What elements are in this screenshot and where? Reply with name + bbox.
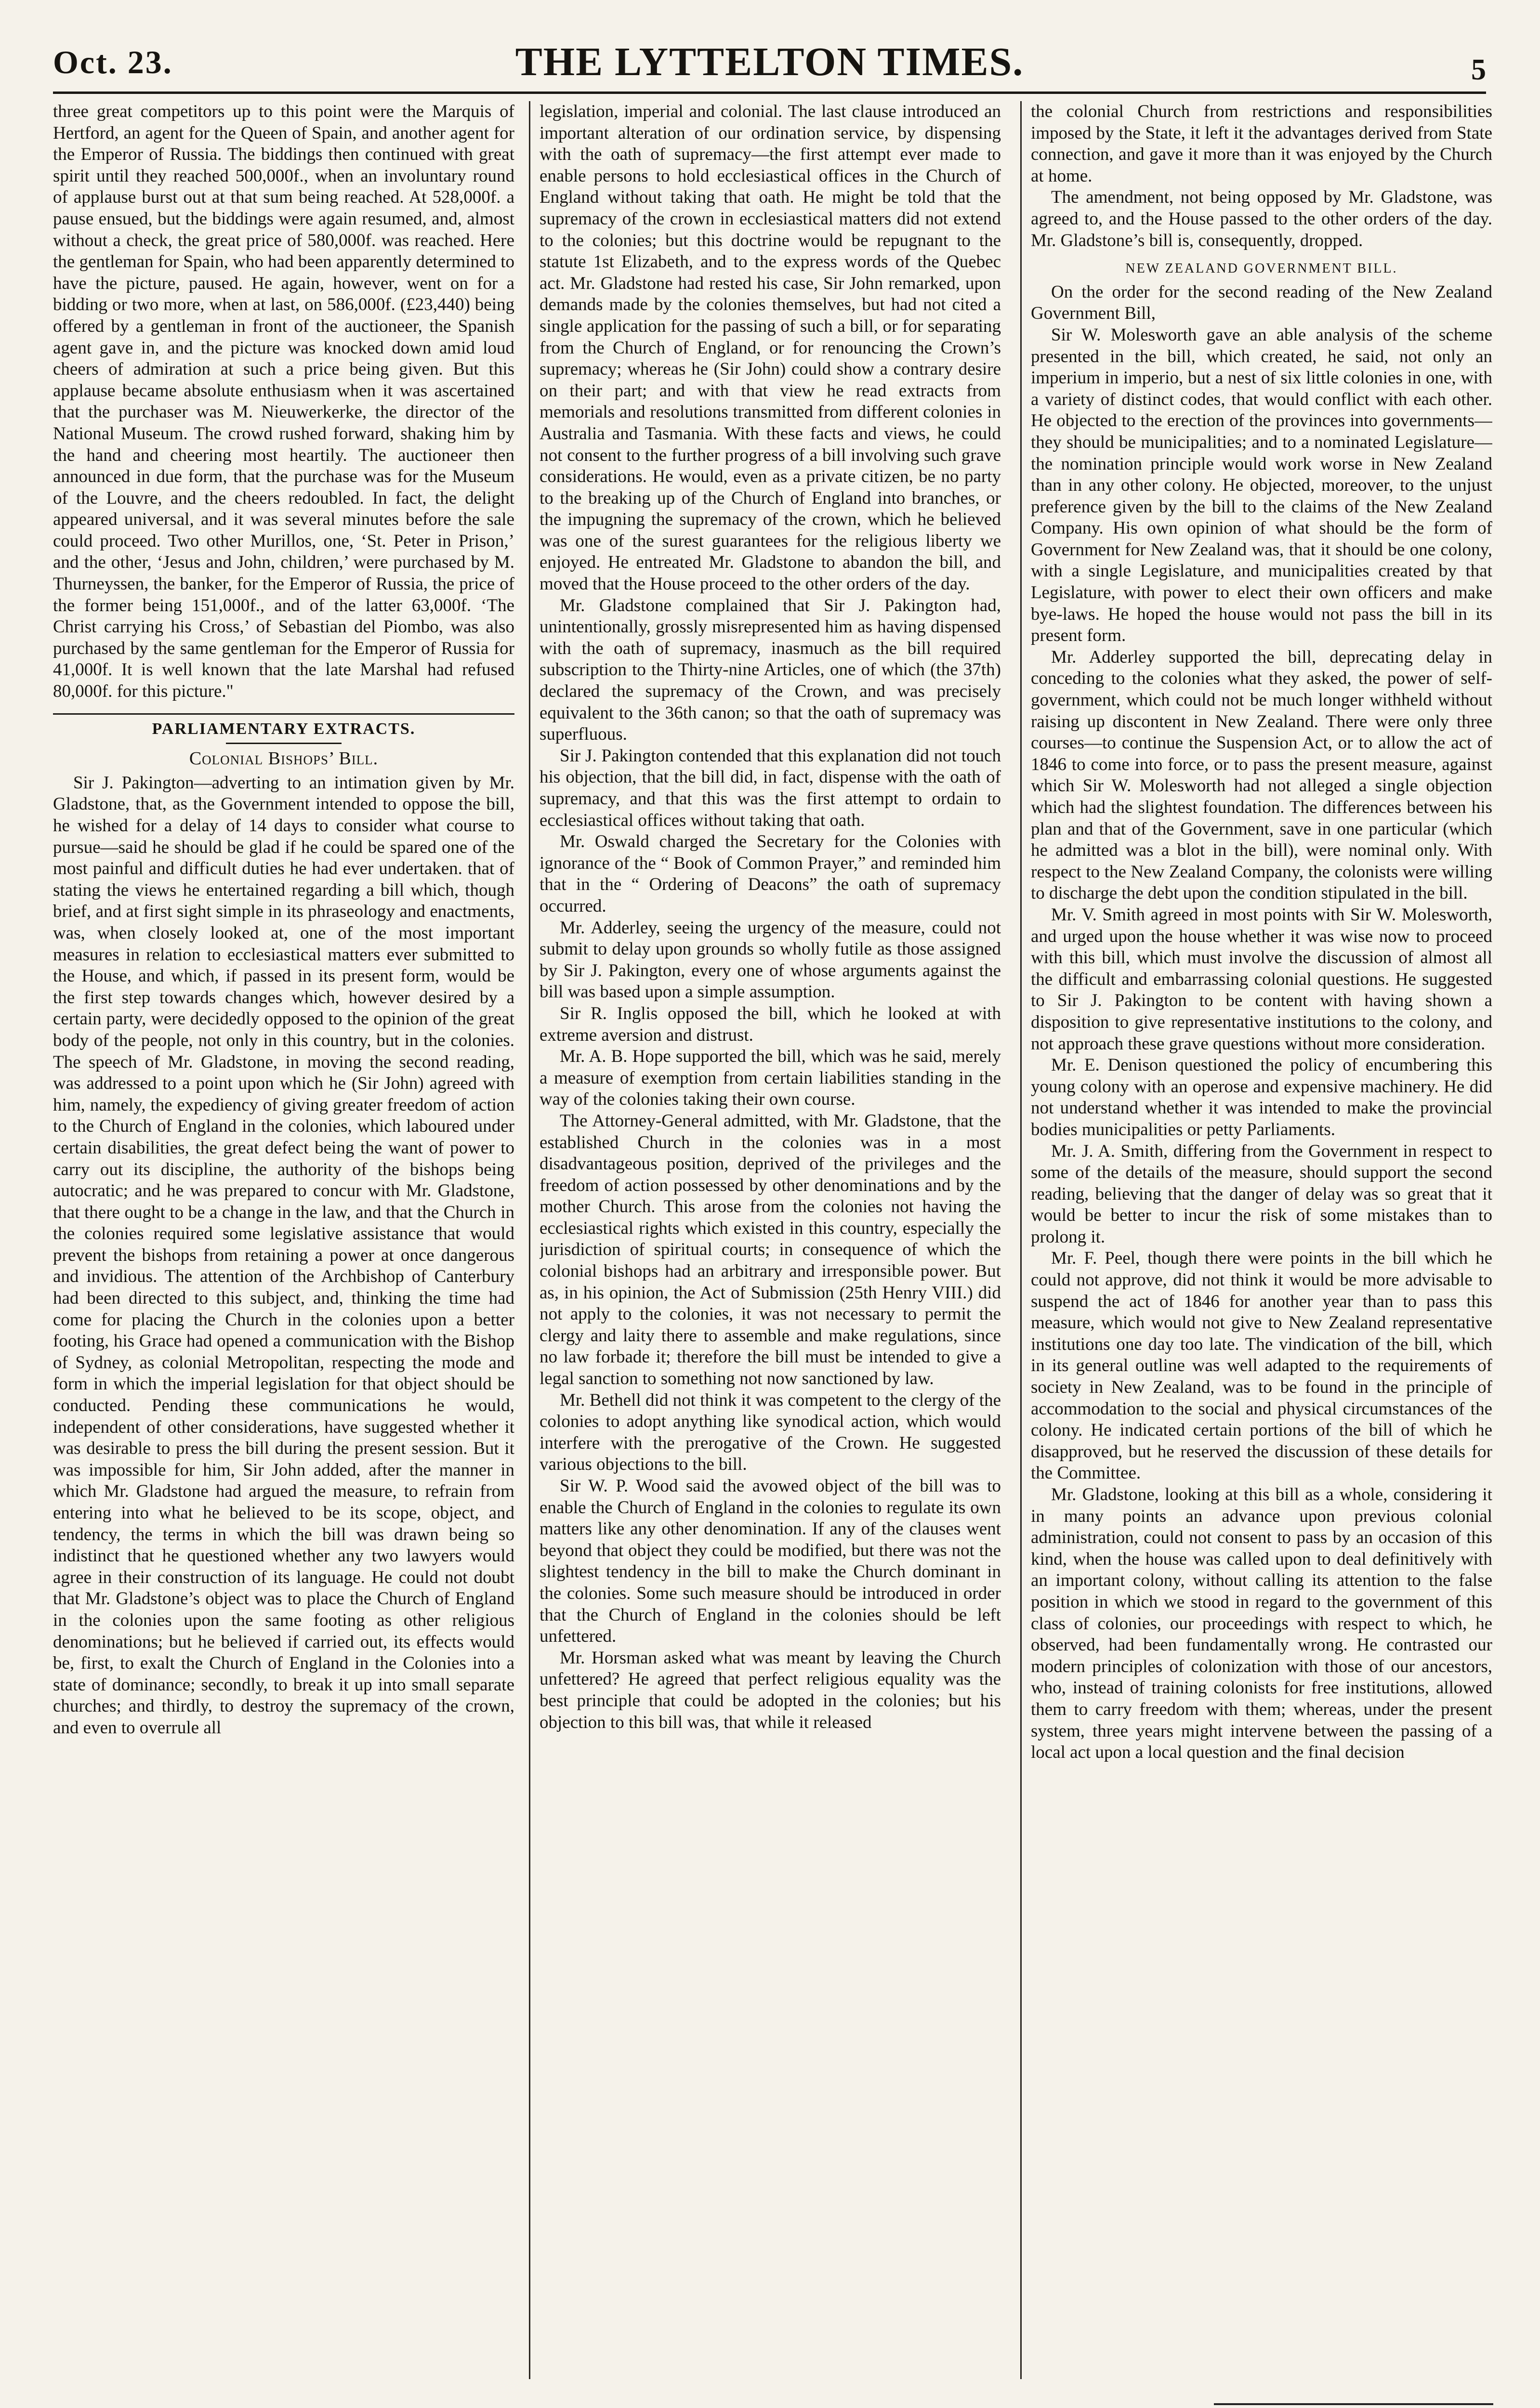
newspaper-title: THE LYTTELTON TIMES.	[515, 39, 1024, 84]
article-paragraph: Mr. A. B. Hope supported the bill, which was he said, merely a measure of exemption from certain liabilities standing in the way of the colonies taking their own course.	[540, 1047, 1001, 1110]
masthead-rule	[53, 92, 1486, 94]
column-2	[540, 101, 1001, 2379]
column-divider-1	[529, 101, 530, 2379]
masthead	[53, 34, 1486, 87]
article-paragraph: Mr. V. Smith agreed in most points with Sir W. Molesworth, and urged upon the house whether it was wise now to proceed with this bill, which must involve the discussion of almost all the difficult and embarrassing colonial questions. He suggested to Sir J. Pakington to be content with having shown a disposition to give representative institutions to the colony, and not approach these grave questions without more consideration.	[1031, 904, 1492, 1054]
article-paragraph: Mr. Adderley, seeing the urgency of the measure, could not submit to delay upon grounds so wholly futile as those assigned by Sir J. Pakington, every one of whose arguments against the bill was based upon a simple assumption.	[540, 917, 1001, 1002]
article-paragraph: Mr. Adderley supported the bill, deprecating delay in conceding to the colonies what they asked, the power of self-government, which could not be much longer withheld without raising up discontent in New Zealand. There were only three courses—to continue the Suspension Act, or to allow the act of 1846 to come into force, or to pass the present measure, against which Sir W. Molesworth had not alleged a single objection which had the slightest foundation. The differences between his plan and that of the Government, save in one particular (which he admitted was a blot in the bill), were nominal only. With respect to the New Zealand Company, the colonists were willing to discharge the debt upon the condition stipulated in the bill.	[1031, 647, 1492, 903]
article-paragraph: The amendment, not being opposed by Mr. Gladstone, was agreed to, and the House passed to the other orders of the day. Mr. Gladstone’s bill is, consequently, dropped.	[1031, 187, 1492, 250]
heading-rule	[226, 743, 342, 744]
column-divider-2	[1020, 101, 1022, 2379]
sub-heading: NEW ZEALAND GOVERNMENT BILL.	[1125, 261, 1398, 276]
article-paragraph: The Attorney-General admitted, with Mr. Gladstone, that the established Church in the colonies was in a most disadvantageous position, deprived of the privileges and the freedom of action possessed by other denominations and by the mother Church. This arose from the colonies not having the ecclesiastical rights which existed in this country, especially the jurisdiction of spiritual courts; in consequence of which the colonial bishops had an arbitrary and irresponsible power. But as, in his opinion, the Act of Submission (25th Henry VIII.) did not apply to the colonies, it was not necessary to permit the clergy and laity there to assemble and make regulations, since no law forbade it; therefore the bill must be intended to give a legal sanction to something not now sanctioned by law.	[540, 1111, 1001, 1389]
bottom-rule	[1214, 2403, 1493, 2405]
page-number: 5	[1471, 53, 1486, 86]
article-paragraph: Mr. F. Peel, though there were points in the bill which he could not approve, did not think it would be more advisable to suspend the act of 1846 for another year than to pass this measure, which would not give to New Zealand representative institutions one day too late. The vindication of the bill, which in its general outline was well adapted to the requirements of society in New Zealand, was to be found in the principle of accommodation to the social and physical circumstances of the colony. He indicated certain portions of the bill of which he disapproved, but he reserved the discussion of these details for the Committee.	[1031, 1248, 1492, 1483]
article-paragraph: legislation, imperial and colonial. The last clause introduced an important alteration of our ordination service, by dispensing with the oath of supremacy—the first attempt ever made to enable persons to hold ecclesiastical offices in the Church of England without taking that oath. He might be told that the supremacy of the crown in ecclesiastical matters did not extend to the colonies; but this doctrine would be repugnant to the statute 1st Elizabeth, and to the express words of the Quebec act. Mr. Gladstone had rested his case, Sir John remarked, upon demands made by the colonies themselves, but had not cited a single application for the passing of such a bill, or for separating from the Church of England, or for renouncing the Crown’s supremacy; whereas he (Sir John) could show a contrary desire on their part; and with that view he read extracts from memorials and resolutions transmitted from different colonies in Australia and Tasmania. With these facts and views, he could not consent to the further progress of a bill involving such grave considerations. He would, even as a private citizen, be no party to the breaking up of the Church of England into branches, or the impugning the supremacy of the crown, which he believed was one of the surest guarantees for the religious liberty we enjoyed. He entreated Mr. Gladstone to abandon the bill, and moved that the House proceed to the other orders of the day.	[540, 102, 1001, 594]
sub-heading: Colonial Bishops’ Bill.	[189, 748, 379, 769]
section-heading: PARLIAMENTARY EXTRACTS.	[152, 720, 416, 738]
section-rule	[53, 713, 514, 715]
article-paragraph: the colonial Church from restrictions and responsibilities imposed by the State, it left it the advantages derived from State connection, and gave it more than it was enjoyed by the Church at home.	[1031, 102, 1492, 186]
column-1	[53, 101, 514, 2379]
article-paragraph: On the order for the second reading of the New Zealand Government Bill,	[1031, 282, 1492, 324]
article-paragraph: Sir R. Inglis opposed the bill, which he looked at with extreme aversion and distrust.	[540, 1003, 1001, 1045]
article-paragraph: Mr. E. Denison questioned the policy of encumbering this young colony with an operose and expensive machinery. He did not understand whether it was intended to make the provincial bodies municipalities or petty Parliaments.	[1031, 1055, 1492, 1139]
article-paragraph: Sir J. Pakington contended that this explanation did not touch his objection, that the bill did, in fact, dispense with the oath of supremacy, and that this was the first attempt to ordain to ecclesiastical offices without taking that oath.	[540, 746, 1001, 830]
article-paragraph: Sir J. Pakington—adverting to an intimation given by Mr. Gladstone, that, as the Government intended to oppose the bill, he wished for a delay of 14 days to consider what course to pursue—said he should be glad if he could be spared one of the most painful and difficult duties he had ever undertaken. that of stating the views he entertained regarding a bill which, though brief, and at first sight simple in its phraseology and enactments, was, when closely looked at, one of the most important measures in relation to ecclesiastical matters ever submitted to the House, and which, if passed in its present form, would be the first step towards changes which, however desired by a certain party, were decidedly opposed to the opinion of the great body of the people, not only in this country, but in the colonies. The speech of Mr. Gladstone, in moving the second reading, was addressed to a point upon which he (Sir John) agreed with him, namely, the expediency of giving greater freedom of action to the Church of England in the colonies, which laboured under certain disabilities, the great defect being the want of power to carry out its discipline, the authority of the bishops being autocratic; and he was prepared to concur with Mr. Gladstone, that there ought to be a change in the law, and that the Church in the colonies required some legislative assistance that would prevent the bishops from retaining a power at once dangerous and invidious. The attention of the Archbishop of Canterbury had been directed to this subject, and, thinking the time had come for placing the Church in the colonies upon a better footing, his Grace had opened a communication with the Bishop of Sydney, as colonial Metropolitan, respecting the mode and form in which the imperial legislation for that object should be conducted. Pending these communications he would, independent of other considerations, have suggested whether it was desirable to press the bill during the present session. But it was impossible for him, Sir John added, after the manner in which Mr. Gladstone had argued the measure, to refrain from entering into what he believed to be its scope, object, and tendency, the terms in which the bill was drawn being so indistinct that he questioned whether any two lawyers would agree in their construction of its language. He could not doubt that Mr. Gladstone’s object was to place the Church of England in the colonies upon the same footing as other religious denominations; but he believed if carried out, its effects would be, first, to exalt the Church of England in the Colonies into a state of dominance; secondly, to break it up into small separate churches; and thirdly, to destroy the supremacy of the crown, and even to overrule all	[53, 772, 514, 1738]
article-paragraph: three great competitors up to this point were the Marquis of Hertford, an agent for the Queen of Spain, and another agent for the Emperor of Russia. The biddings then continued with great spirit until they reached 500,000f., when an involuntary round of applause burst out at that sum being reached. At 528,000f. a pause ensued, but the biddings were again resumed, and, almost without a check, the great price of 580,000f. was reached. Here the gentleman for Spain, who had been apparently determined to have the picture, paused. He again, however, went on for a bidding or two more, when at last, on 586,000f. (£23,440) being offered by a gentleman in front of the auctioneer, the Spanish agent gave in, and the picture was knocked down amid loud cheers of admiration at such a price being given. But this applause became absolute enthusiasm when it was ascertained that the purchaser was M. Nieuwerkerke, the director of the National Museum. The crowd rushed forward, shaking him by the hand and cheering most heartily. The auctioneer then announced in due form, that the purchase was for the Museum of the Louvre, and the cheers redoubled. In fact, the delight appeared universal, and it was several minutes before the sale could proceed. Two other Murillos, one, ‘St. Peter in Prison,’ and the other, ‘Jesus and John, children,’ were purchased by M. Thurneyssen, the banker, for the Emperor of Russia, the price of the former being 151,000f., and of the latter 63,000f. ‘The Christ carrying his Cross,’ of Sebastian del Piombo, was also purchased by the same gentleman for the Emperor of Russia for 41,000f. It is well known that the late Marshal had refused 80,000f. for this picture."	[53, 102, 514, 702]
issue-date: Oct. 23.	[53, 44, 173, 80]
article-paragraph: Mr. Bethell did not think it was competent to the clergy of the colonies to adopt anything like synodical action, which would interfere with the prerogative of the Crown. He suggested various objections to the bill.	[540, 1390, 1001, 1475]
article-paragraph: Sir W. Molesworth gave an able analysis of the scheme presented in the bill, which created, he said, not only an imperium in imperio, but a nest of six little colonies in one, with a variety of distinct codes, that would conflict with each other. He objected to the erection of the provinces into governments—they should be municipalities; and to a nominated Legislature—the nomination principle would work worse in New Zealand than in any other colony. He objected, moreover, to the unjust preference given by the bill to the claims of the New Zealand Company. His own opinion of what should be the form of Government for New Zealand was, that it should be one colony, with a single Legislature, and municipalities created by that Legislature, with power to elect their own officers and make bye-laws. He hoped the house would not pass the bill in its present form.	[1031, 325, 1492, 646]
article-paragraph: Sir W. P. Wood said the avowed object of the bill was to enable the Church of England in the colonies to regulate its own matters like any other denomination. If any of the clauses went beyond that object they could be modified, but there was not the slightest tendency in the bill to make the Church dominant in the colonies. Some such measure should be introduced in order that the Church of England in the colonies should be left unfettered.	[540, 1476, 1001, 1647]
article-paragraph: Mr. Oswald charged the Secretary for the Colonies with ignorance of the “ Book of Common Prayer,” and reminded him that in the “ Ordering of Deacons” the oath of supremacy occurred.	[540, 832, 1001, 916]
article-paragraph: Mr. J. A. Smith, differing from the Government in respect to some of the details of the measure, should support the second reading, believing that the danger of delay was so great that it would be better to incur the risk of some mistakes than to prolong it.	[1031, 1141, 1492, 1247]
article-paragraph: Mr. Gladstone, looking at this bill as a whole, considering it in many points an advance upon previous colonial administration, could not consent to pass by an occasion of this kind, when the house was called upon to deal definitively with an important colony, without calling its attention to the false position in which we stood in regard to the government of this class of colonies, our proceedings with respect to which, he observed, had been fundamentally wrong. He contrasted our modern principles of colonization with those of our ancestors, who, instead of training colonists for free institutions, allowed them to carry freedom with them; whereas, under the present system, three years might intervene between the passing of a local act upon a local question and the final decision	[1031, 1485, 1492, 1763]
column-3	[1031, 101, 1492, 2374]
article-paragraph: Mr. Horsman asked what was meant by leaving the Church unfettered? He agreed that perfect religious equality was the best principle that could be adopted in the colonies; but his objection to this bill was, that while it released	[540, 1648, 1001, 1732]
article-paragraph: Mr. Gladstone complained that Sir J. Pakington had, unintentionally, grossly misrepresented him as having dispensed with the oath of supremacy, inasmuch as the bill required subscription to the Thirty-nine Articles, one of which (the 37th) declared the supremacy of the Crown, and was precisely equivalent to the 36th canon; so that the oath of supremacy was superfluous.	[540, 595, 1001, 745]
